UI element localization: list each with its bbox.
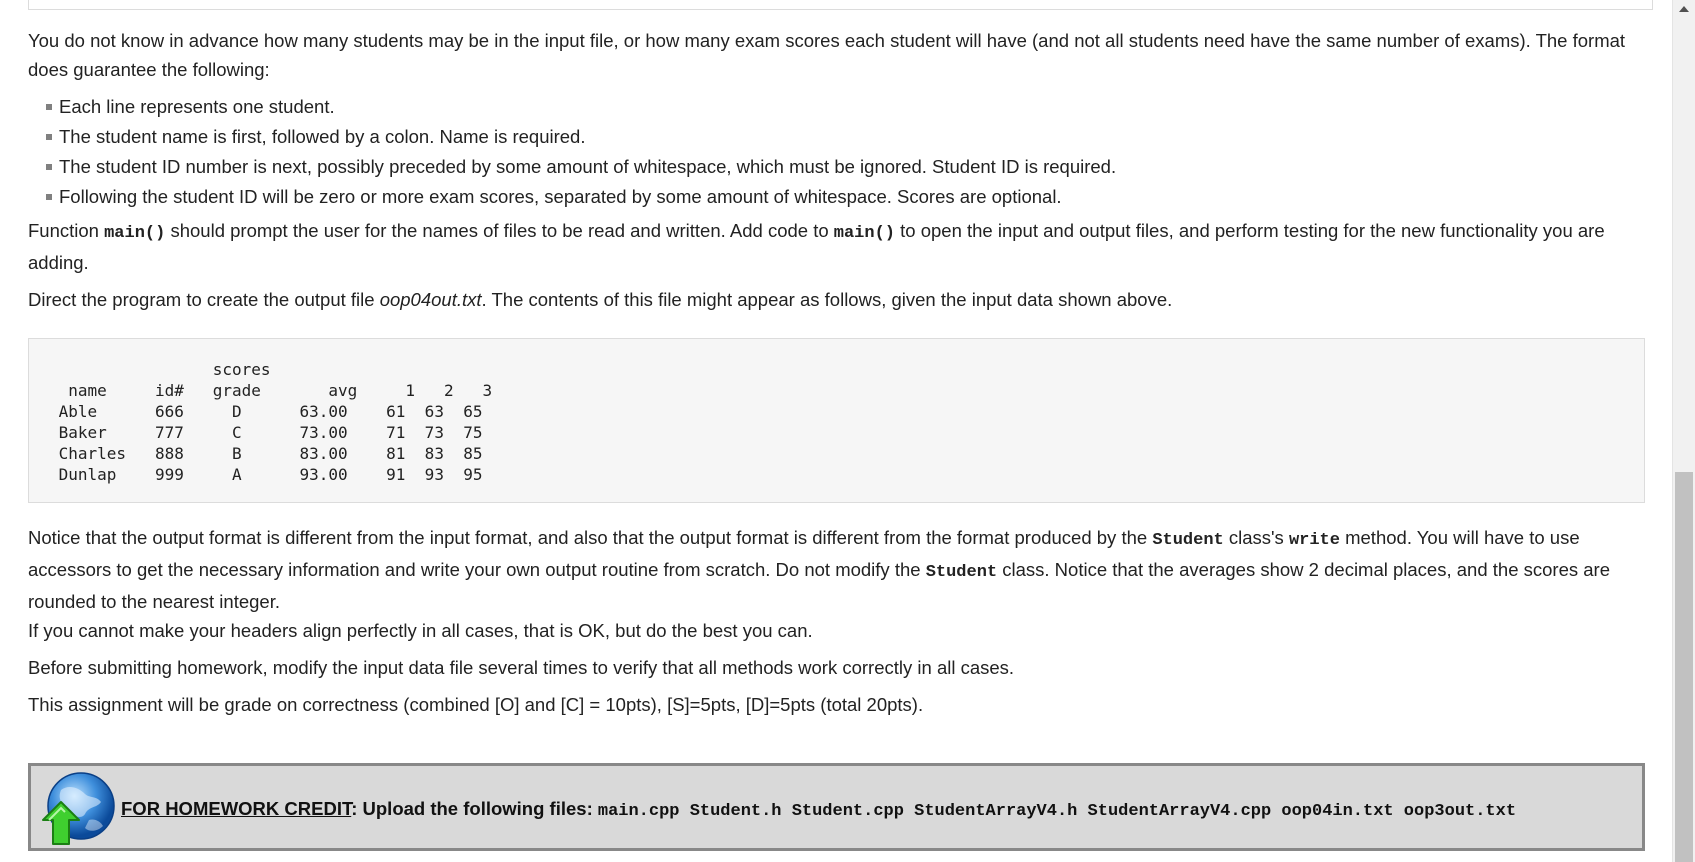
- scrollbar-thumb[interactable]: [1675, 472, 1693, 862]
- bullet-icon: [46, 194, 52, 200]
- vertical-scrollbar[interactable]: [1672, 0, 1695, 862]
- list-item: The student ID number is next, possibly preceded by some amount of whitespace, which must be ignored. Student ID is required.: [46, 152, 1653, 182]
- code-student: Student: [1152, 531, 1224, 550]
- align-paragraph: If you cannot make your headers align perfectly in all cases, that is OK, but do the best you can.: [28, 620, 813, 641]
- before-paragraph: Before submitting homework, modify the input data file several times to verify that all methods work correctly in all cases.: [28, 657, 1015, 678]
- code-write: write: [1288, 531, 1340, 550]
- homework-credit-label: FOR HOMEWORK CREDIT: [121, 798, 352, 819]
- grade-paragraph: This assignment will be grade on correctness (combined [O] and [C] = 10pts), [S]=5pts, [D]=5pts (total 20pts).: [28, 694, 924, 715]
- code-main: main(): [104, 224, 166, 243]
- output-sample-box: [28, 338, 1645, 503]
- output-sample: scores name id# grade avg 1 2 3 Able 666 D 63.00 61 63 65 Baker 777 C 73.00 71 73 75 Charles 888 B 83.00 81 83 85 Dunlap 999 A 93.00 91 93 95: [58, 360, 493, 484]
- previous-box-edge: [28, 0, 1653, 10]
- function-paragraph: Function main() should prompt the user for the names of files to be read and written. Add code to main() to open the input and output files, and perform testing for the new functionality you are adding.: [28, 220, 1605, 273]
- bullet-icon: [46, 164, 52, 170]
- homework-credit-text: FOR HOMEWORK CREDIT: Upload the following files: main.cpp Student.h Student.cpp StudentArrayV4.h StudentArrayV4.cpp oop04in.txt oop3out.txt: [121, 798, 1517, 821]
- assignment-content: [28, 26, 1653, 719]
- list-item: Following the student ID will be zero or more exam scores, separated by some amount of whitespace. Scores are optional.: [46, 182, 1653, 212]
- homework-files: main.cpp Student.h Student.cpp StudentArrayV4.h StudentArrayV4.cpp oop04in.txt oop3out.txt: [597, 802, 1517, 821]
- direct-paragraph: Direct the program to create the output file oop04out.txt. The contents of this file might appear as follows, given the input data shown above.: [28, 289, 1173, 310]
- format-guarantee-list: [28, 92, 1653, 212]
- scroll-up-icon[interactable]: [1679, 6, 1689, 12]
- upload-globe-icon: [39, 770, 117, 848]
- list-item: The student name is first, followed by a colon. Name is required.: [46, 122, 1653, 152]
- bullet-icon: [46, 104, 52, 110]
- code-student: Student: [925, 563, 998, 582]
- notice-paragraph: Notice that the output format is different from the input format, and also that the output format is different from the format produced by the Student class's write method. You will have to use accessors to get the necessary information and write your own output routine from scratch. Do not modify the Student class. Notice that the averages show 2 decimal places, and the scores are rounded to the nearest integer.: [28, 527, 1610, 612]
- intro-paragraph: You do not know in advance how many students may be in the input file, or how many exam scores each student will have (and not all students need have the same number of exams). The format does guarantee the following:: [28, 30, 1626, 80]
- homework-credit-box: [28, 763, 1645, 851]
- code-main: main(): [833, 224, 895, 243]
- output-filename: oop04out.txt: [379, 289, 482, 310]
- list-item: Each line represents one student.: [46, 92, 1653, 122]
- bullet-icon: [46, 134, 52, 140]
